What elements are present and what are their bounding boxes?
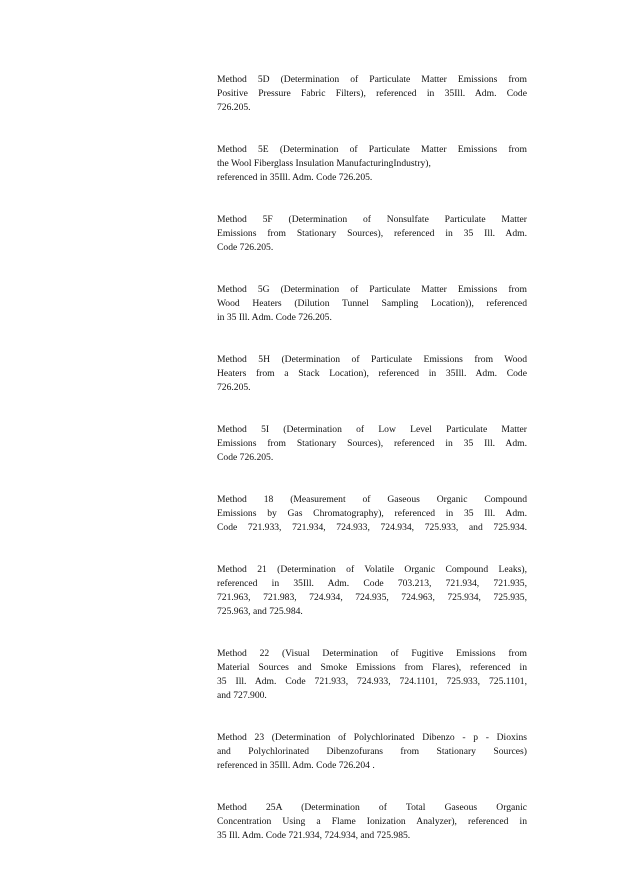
entry-line: Method 5H (Determination of Particulate Emissions from Wood xyxy=(217,354,527,365)
entry-line: Method 21 (Determination of Volatile Organic Compound Leaks), xyxy=(217,564,527,575)
method-entry-5h xyxy=(217,353,537,395)
entry-line: Method 23 (Determination of Polychlorinated Dibenzo - p - Dioxins xyxy=(217,732,527,743)
entry-line: 726.205. xyxy=(217,382,251,393)
entry-line: 35 Ill. Adm. Code 721.934, 724.934, and 725.985. xyxy=(217,830,411,841)
entry-line: referenced in 35Ill. Adm. Code 726.205. xyxy=(217,172,373,183)
entry-line: Emissions from Stationary Sources), referenced in 35 Ill. Adm. xyxy=(217,438,527,449)
entry-line: Heaters from a Stack Location), referenced in 35Ill. Adm. Code xyxy=(217,368,527,379)
entry-line: and Polychlorinated Dibenzofurans from Stationary Sources) xyxy=(217,746,527,757)
method-entry-23 xyxy=(217,731,537,773)
method-list xyxy=(217,73,537,871)
entry-line: Emissions from Stationary Sources), referenced in 35 Ill. Adm. xyxy=(217,228,527,239)
entry-line: Code 726.205. xyxy=(217,242,274,253)
entry-line: the Wool Fiberglass Insulation ManufacturingIndustry), xyxy=(217,158,431,169)
entry-line: Method 5E (Determination of Particulate Matter Emissions from xyxy=(217,144,527,155)
entry-line: referenced in 35Ill. Adm. Code 703.213, 721.934, 721.935, xyxy=(217,578,527,589)
entry-line: Positive Pressure Fabric Filters), referenced in 35Ill. Adm. Code xyxy=(217,88,527,99)
entry-line: 726.205. xyxy=(217,102,251,113)
method-entry-5d xyxy=(217,73,537,115)
entry-line: Code 726.205. xyxy=(217,452,274,463)
entry-line: referenced in 35Ill. Adm. Code 726.204 . xyxy=(217,760,375,771)
entry-line: Code 721.933, 721.934, 724.933, 724.934, 725.933, and 725.934. xyxy=(217,522,527,533)
method-entry-25a xyxy=(217,801,537,843)
entry-line: Method 5I (Determination of Low Level Particulate Matter xyxy=(217,424,527,435)
entry-line: Method 22 (Visual Determination of Fugitive Emissions from xyxy=(217,648,527,659)
entry-line: 725.963, and 725.984. xyxy=(217,606,303,617)
entry-line: 35 Ill. Adm. Code 721.933, 724.933, 724.1101, 725.933, 725.1101, xyxy=(217,676,527,687)
method-entry-22 xyxy=(217,647,537,703)
method-entry-5e xyxy=(217,143,537,185)
method-entry-18 xyxy=(217,493,537,535)
method-entry-21 xyxy=(217,563,537,619)
entry-line: Concentration Using a Flame Ionization Analyzer), referenced in xyxy=(217,816,527,827)
entry-line: Emissions by Gas Chromatography), referenced in 35 Ill. Adm. xyxy=(217,508,527,519)
entry-line: 721.963, 721.983, 724.934, 724.935, 724.963, 725.934, 725.935, xyxy=(217,592,527,603)
entry-line: Method 5F (Determination of Nonsulfate Particulate Matter xyxy=(217,214,527,225)
entry-line: Material Sources and Smoke Emissions from Flares), referenced in xyxy=(217,662,527,673)
method-entry-5i xyxy=(217,423,537,465)
entry-line: and 727.900. xyxy=(217,690,267,701)
method-entry-5f xyxy=(217,213,537,255)
entry-line: Wood Heaters (Dilution Tunnel Sampling Location)), referenced xyxy=(217,298,527,309)
method-entry-5g xyxy=(217,283,537,325)
entry-line: Method 18 (Measurement of Gaseous Organic Compound xyxy=(217,494,527,505)
entry-line: in 35 Ill. Adm. Code 726.205. xyxy=(217,312,332,323)
entry-line: Method 25A (Determination of Total Gaseous Organic xyxy=(217,802,527,813)
entry-line: Method 5D (Determination of Particulate Matter Emissions from xyxy=(217,74,527,85)
entry-line: Method 5G (Determination of Particulate Matter Emissions from xyxy=(217,284,527,295)
